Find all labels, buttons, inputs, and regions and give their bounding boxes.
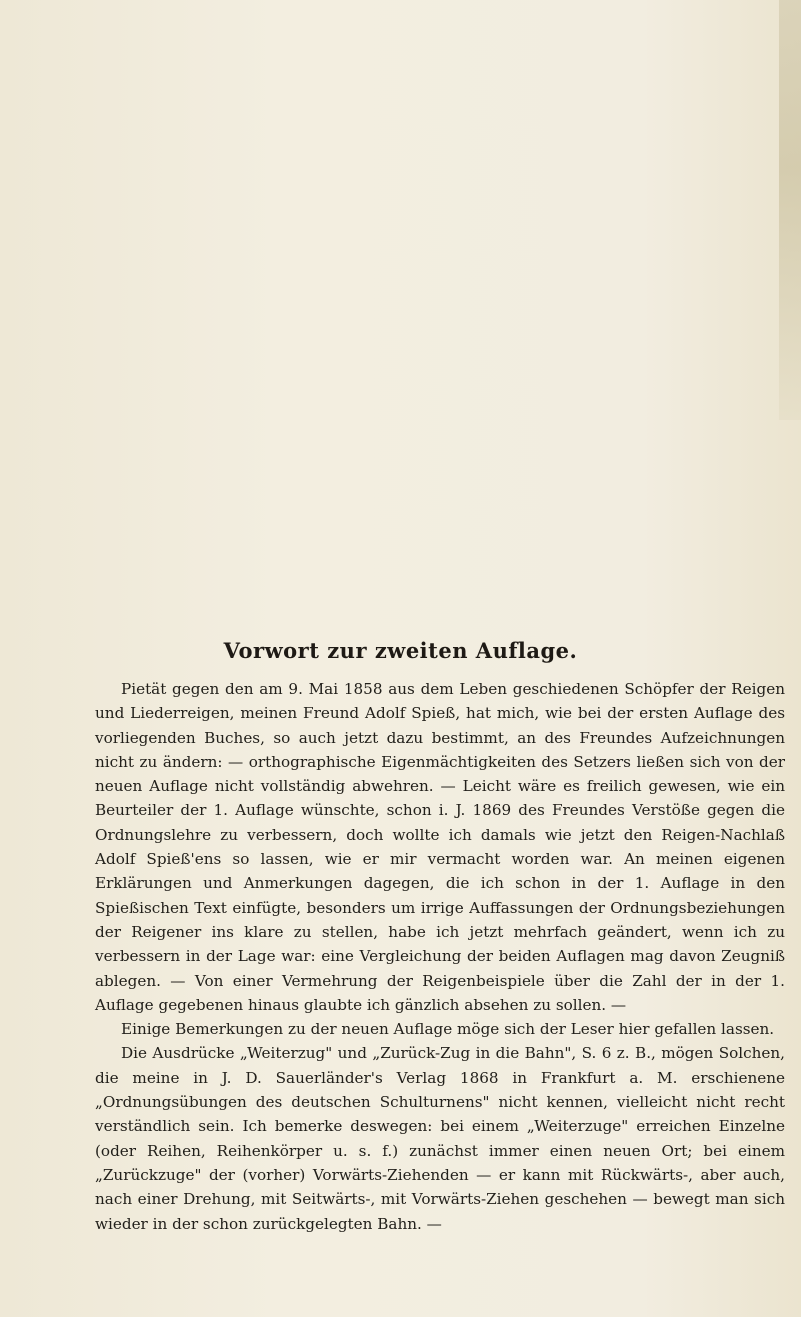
body-text: [95, 677, 785, 1236]
paragraph: Pietät gegen den am 9. Mai 1858 aus dem Leben geschiedenen Schöpfer der Reigen und Liederreigen, meinen Freund Adolf Spieß, hat mich, wie bei der ersten Auflage des vorliegenden Buches, so auch jetzt dazu bestimmt, an des Freundes Aufzeichnungen nicht zu ändern: — orthographische Eigenmächtigkeiten des Setzers ließen sich von der neuen Auflage nicht vollständig abwehren. — Leicht wäre es freilich gewesen, wie ein Beurteiler der 1. Auflage wünschte, schon i. J. 1869 des Freundes Verstöße gegen die Ordnungslehre zu verbessern, doch wollte ich damals wie jetzt den Reigen-Nachlaß Adolf Spieß'ens so lassen, wie er mir vermacht worden war. An meinen eigenen Erklärungen und Anmerkungen dagegen, die ich schon in der 1. Auflage in den Spießischen Text einfügte, besonders um irrige Auffassungen der Ordnungsbeziehungen der Reigener ins klare zu stellen, habe ich jetzt mehrfach geändert, wenn ich zu verbessern in der Lage war: eine Vergleichung der beiden Auflagen mag davon Zeugniß ablegen. — Von einer Vermehrung der Reigenbeispiele über die Zahl der in der 1. Auflage gegebenen hinaus glaubte ich gänzlich absehen zu sollen. —: [95, 680, 785, 1014]
paragraph: Die Ausdrücke „Weiterzug" und „Zurück-Zug in die Bahn", S. 6 z. B., mögen Solchen, die meine in J. D. Sauerländer's Verlag 1868 in Frankfurt a. M. erschienene „Ordnungsübungen des deutschen Schulturnens" nicht kennen, vielleicht nicht recht verständlich sein. Ich bemerke deswegen: bei einem „Weiterzuge" erreichen Einzelne (oder Reihen, Reihenkörper u. s. f.) zunächst immer einen neuen Ort; bei einem „Zurückzuge" der (vorher) Vorwärts-Ziehenden — er kann mit Rückwärts-, aber auch, nach einer Drehung, mit Seitwärts-, mit Vorwärts-Ziehen geschehen — bewegt man sich wieder in der schon zurückgelegten Bahn. —: [95, 1044, 785, 1233]
page-heading: Vorwort zur zweiten Auflage.: [223, 638, 578, 663]
page-edge-shadow: [779, 0, 801, 420]
paragraph: Einige Bemerkungen zu der neuen Auflage möge sich der Leser hier gefallen lassen.: [121, 1020, 775, 1039]
